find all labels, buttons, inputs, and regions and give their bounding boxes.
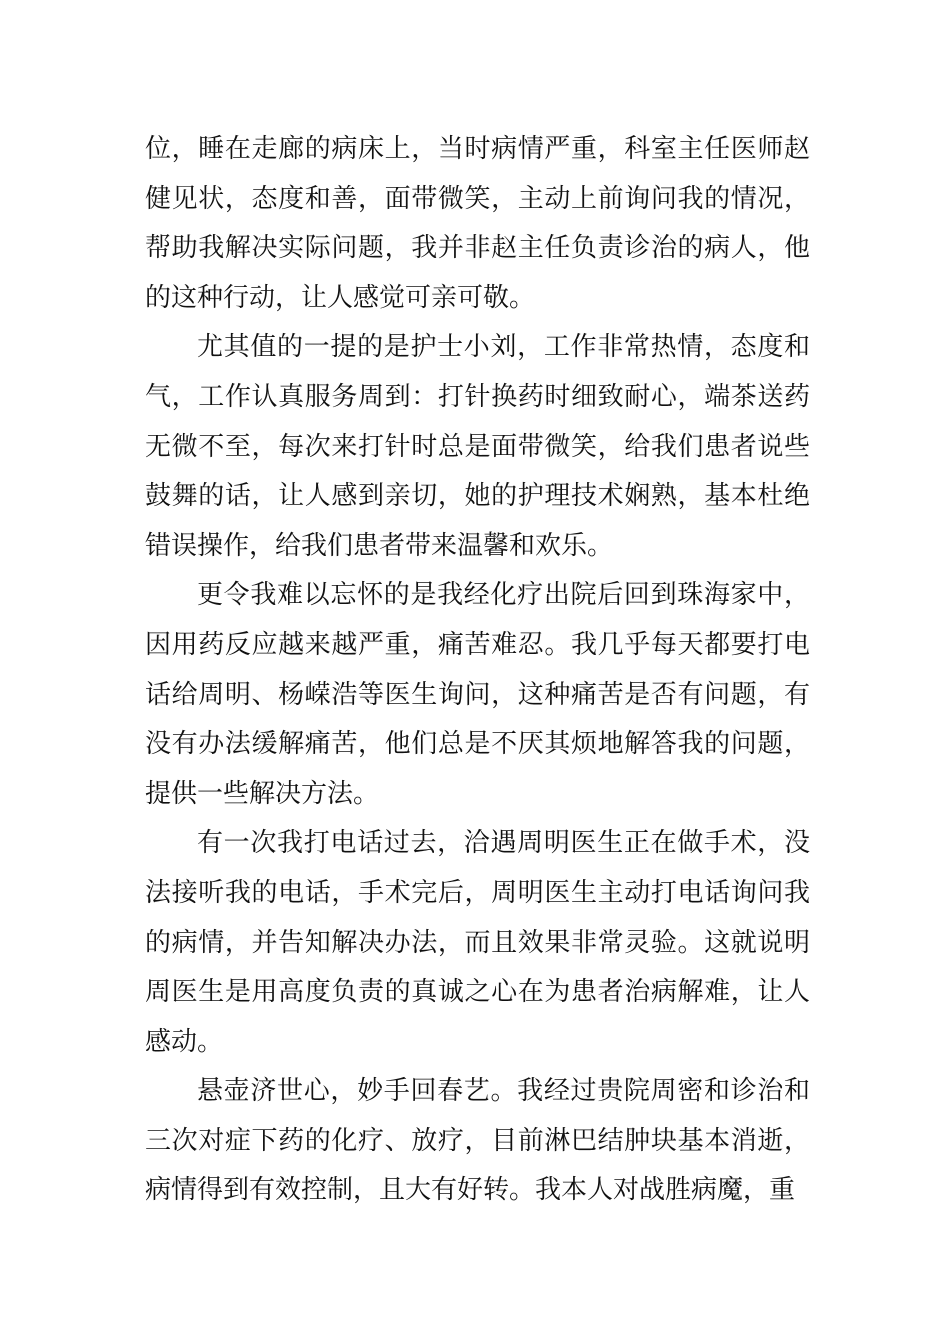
paragraph-1: 位，睡在走廊的病床上，当时病情严重，科室主任医师赵健见状，态度和善，面带微笑，主动上前询问我的情况，帮助我解决实际问题，我并非赵主任负责诊治的病人，他的这种行动，让人感觉可亲可敬。: [145, 134, 810, 313]
document-body: [145, 125, 810, 1216]
paragraph-2: 尤其值的一提的是护士小刘，工作非常热情，态度和气，工作认真服务周到：打针换药时细致耐心，端茶送药无微不至，每次来打针时总是面带微笑，给我们患者说些鼓舞的话，让人感到亲切，她的护理技术娴熟，基本杜绝错误操作，给我们患者带来温馨和欢乐。: [145, 332, 810, 561]
paragraph-5: 悬壶济世心，妙手回春艺。我经过贵院周密和诊治和三次对症下药的化疗、放疗，目前淋巴结肿块基本消逝，病情得到有效控制，且大有好转。我本人对战胜病魔，重: [145, 1076, 810, 1206]
paragraph-4: 有一次我打电话过去，洽遇周明医生正在做手术，没法接听我的电话，手术完后，周明医生主动打电话询问我的病情，并告知解决办法，而且效果非常灵验。这就说明周医生是用高度负责的真诚之心在为患者治病解难，让人感动。: [145, 828, 810, 1057]
paragraph-3: 更令我难以忘怀的是我经化疗出院后回到珠海家中，因用药反应越来越严重，痛苦难忍。我几乎每天都要打电话给周明、杨嵘浩等医生询问，这种痛苦是否有问题，有没有办法缓解痛苦，他们总是不厌其烦地解答我的问题，提供一些解决方法。: [145, 580, 810, 809]
